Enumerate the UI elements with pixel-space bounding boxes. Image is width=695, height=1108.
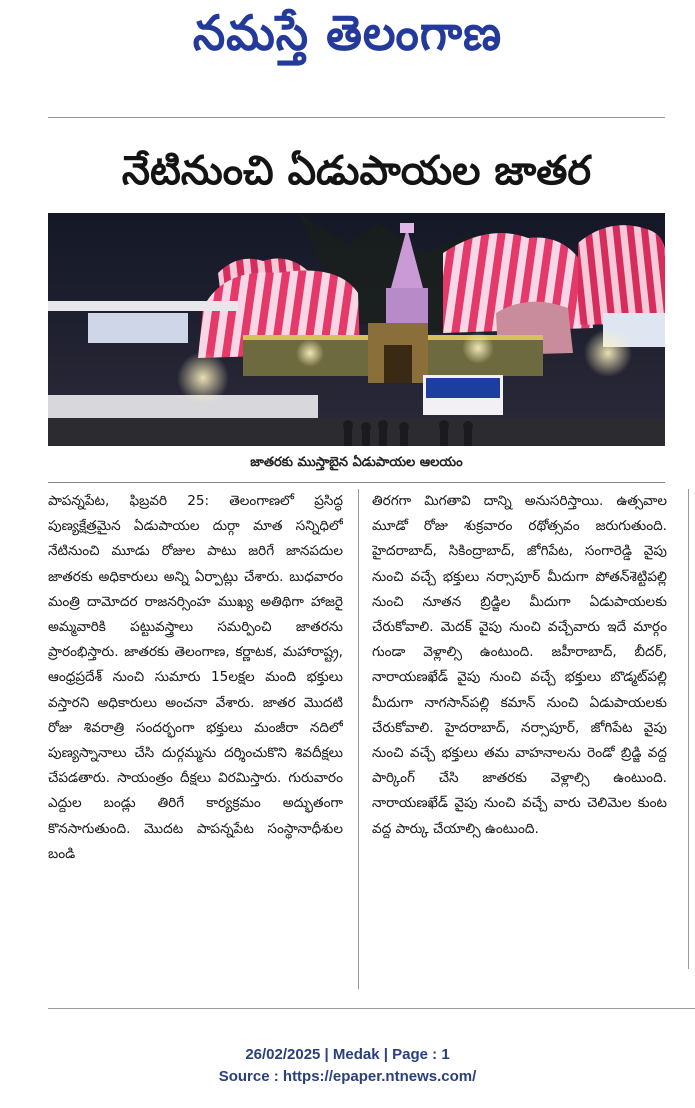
article-column-1 bbox=[48, 489, 343, 989]
masthead-title: నమస్తే తెలంగాణ bbox=[192, 4, 503, 62]
article-headline bbox=[48, 143, 665, 209]
footer-dateline: 26/02/2025 | Medak | Page : 1 bbox=[245, 1046, 450, 1063]
article-body-column-2: తిరగగా మిగతావి దాన్ని అనుసరిస్తాయి. ఉత్సవాల మూడో రోజు శుక్రవారం రథోత్సవం జరుగుతుంది. హైదరాబాద్, సికింద్రాబాద్, జోగిపేట, సంగారెడ్డి వైపు నుంచి వచ్చే భక్తులు నర్సాపూర్ మీదుగా పోతన్‌శెట్టిపల్లి నుంచి నూతన బ్రిడ్జిల మీదుగా ఏడుపాయలకు చేరుకోవాలి. మెదక్ వైపు నుంచి వచ్చేవారు ఇదే మార్గం గుండా వెళ్లాల్సి ఉంటుంది. జహీరాబాద్, బీదర్, నారాయణఖేడ్ వైపు నుంచి వచ్చే భక్తులు బొడ్మట్‌పల్లి మీదుగా నాగసాన్‌పల్లి కమాన్ నుంచి ఏడుపాయలకు చేరుకోవాలి. హైదరాబాద్, నర్సాపూర్, జోగిపేట వైపు నుంచి వచ్చే భక్తులు తమ వాహనాలను రెండో బ్రిడ్జి వద్ద పార్కింగ్ చేసి జాతరకు వెళ్లాల్సి ఉంటుంది. నారాయణఖేడ్ వైపు నుంచి వచ్చే వారు చెలిమెల కుంట వద్ద పార్కు చేయాల్సి ఉంటుంది. bbox=[372, 493, 667, 837]
header-divider bbox=[48, 117, 665, 118]
article-column-2 bbox=[372, 489, 667, 989]
footer-source-link[interactable]: Source : https://epaper.ntnews.com/ bbox=[218, 1068, 477, 1085]
newspaper-masthead bbox=[0, 6, 695, 72]
footer-divider bbox=[48, 1008, 695, 1009]
right-border bbox=[688, 489, 689, 969]
photo-caption bbox=[48, 451, 665, 477]
temple-photo-illustration bbox=[48, 213, 665, 446]
photo-caption-text: జాతరకు ముస్తాబైన ఏడుపాయల ఆలయం bbox=[250, 455, 463, 470]
temple-photo bbox=[48, 213, 665, 446]
column-divider bbox=[358, 489, 359, 989]
headline-text: నేటినుంచి ఏడుపాయల జాతర bbox=[121, 148, 592, 194]
caption-divider bbox=[48, 482, 665, 483]
article-body-column-1: పాపన్నపేట, ఫిబ్రవరి 25: తెలంగాణలో ప్రసిద్ధ పుణ్యక్షేత్రమైన ఏడుపాయల దుర్గా మాత సన్నిధిలో నేటినుంచి మూడు రోజుల పాటు జరిగే జానపదుల జాతరకు అధికారులు అన్ని ఏర్పాట్లు చేశారు. బుధవారం మంత్రి దామోదర రాజనర్సింహ ముఖ్య అతిథిగా హాజరై అమ్మవారికి పట్టువస్త్రాలు సమర్పించి జాతరను ప్రారంభిస్తారు. జాతరకు తెలంగాణ, కర్ణాటక, మహారాష్ట్ర, ఆంధ్రప్రదేశ్ నుంచి సుమారు 15లక్షల మంది భక్తులు వస్తారని అధికారులు అంచనా వేశారు. జాతర మొదటి రోజు శివరాత్రి సందర్భంగా భక్తులు మంజీరా నదిలో పుణ్యస్నానాలు చేసి దుర్గమ్మను దర్శించుకొని శివదీక్షలు చేపడతారు. సాయంత్రం దీక్షలు విరమిస్తారు. గురువారం ఎద్దుల బండ్లు తిరిగే కార్యక్రమం అద్భుతంగా కొనసాగుతుంది. మొదట పాపన్నపేట సంస్థానాధీశుల బండి bbox=[48, 493, 343, 862]
